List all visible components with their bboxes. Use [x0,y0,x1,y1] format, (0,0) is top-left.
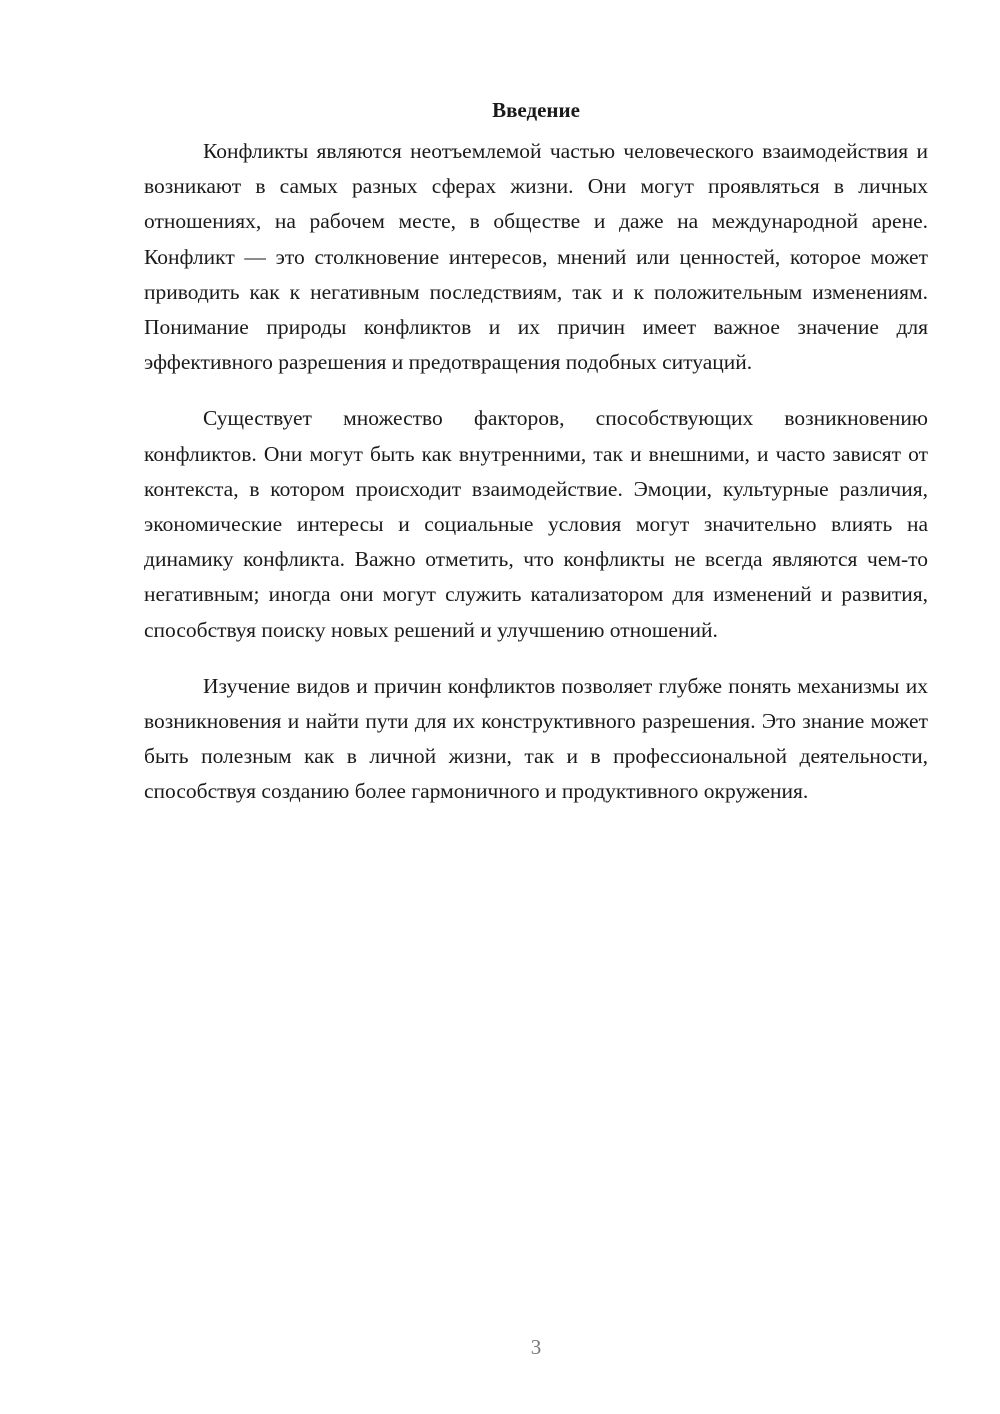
page-content [144,92,928,831]
paragraph-1: Конфликты являются неотъемлемой частью человеческого взаимодействия и возникают в самых разных сферах жизни. Они могут проявляться в личных отношениях, на рабочем месте, в обществе и даже на международной арене. Конфликт — это столкновение интересов, мнений или ценностей, которое может приводить как к негативным последствиям, так и к положительным изменениям. Понимание природы конфликтов и их причин имеет важное значение для эффективного разрешения и предотвращения подобных ситуаций. [144,139,928,375]
page-number: 3 [530,1335,542,1359]
section-title: Введение [492,98,580,122]
paragraph-2: Существует множество факторов, способствующих возникновению конфликтов. Они могут быть как внутренними, так и внешними, и часто зависят от контекста, в котором происходит взаимодействие. Эмоции, культурные различия, экономические интересы и социальные условия могут значительно влиять на динамику конфликта. Важно отметить, что конфликты не всегда являются чем-то негативным; иногда они могут служить катализатором для изменений и развития, способствуя поиску новых решений и улучшению отношений. [144,406,928,642]
paragraph-3: Изучение видов и причин конфликтов позволяет глубже понять механизмы их возникновения и найти пути для их конструктивного разрешения. Это знание может быть полезным как в личной жизни, так и в профессиональной деятельности, способствуя созданию более гармоничного и продуктивного окружения. [144,673,928,804]
